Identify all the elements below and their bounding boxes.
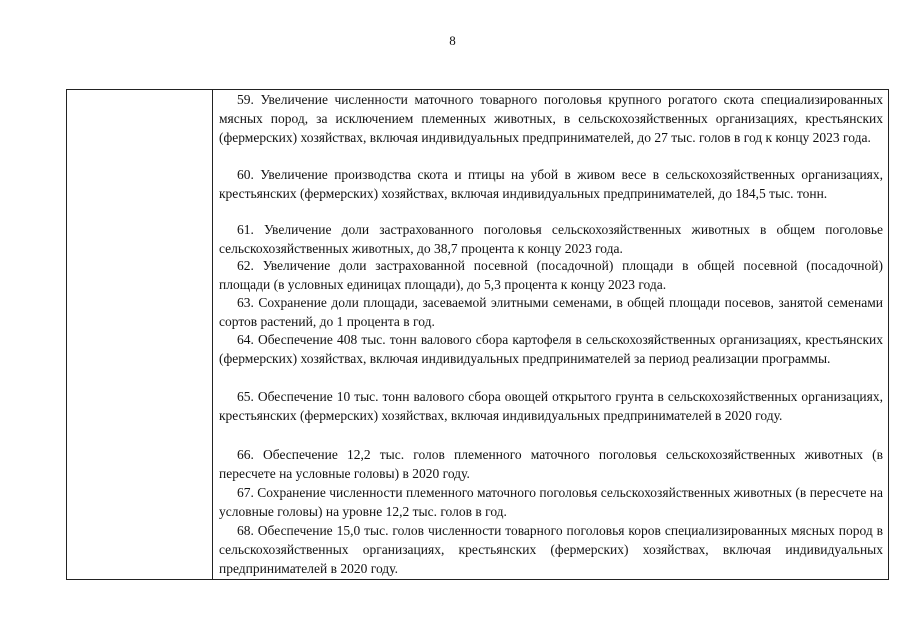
- page-number: 8: [449, 33, 456, 48]
- paragraph-67: 67. Сохранение численности племенного маточного поголовья сельскохозяйственных животных (в пересчете на условные головы) на уровне 12,2 тыс. голов в год.: [219, 485, 883, 519]
- document-table: [66, 89, 889, 580]
- paragraph-59: 59. Увеличение численности маточного товарного поголовья крупного рогатого скота специализированных мясных пород, за исключением племенных животных, в сельскохозяйственных организациях, крестьянских (фермерских) хозяйствах, включая индивидуальных предпринимателей, до 27 тыс. голов в год к концу 2023 года.: [219, 92, 883, 145]
- paragraph-66: 66. Обеспечение 12,2 тыс. голов племенного маточного поголовья сельскохозяйственных животных (в пересчете на условные головы) в 2020 году.: [219, 447, 883, 481]
- paragraph-68: 68. Обеспечение 15,0 тыс. голов численности товарного поголовья коров специализированных мясных пород в сельскохозяйственных организациях, крестьянских (фермерских) хозяйствах, включая индивидуальных предпринимателей в 2020 году.: [219, 523, 883, 576]
- paragraph-63: 63. Сохранение доли площади, засеваемой элитными семенами, в общей площади посевов, занятой семенами сортов растений, до 1 процента в год.: [219, 295, 883, 329]
- paragraph-62: 62. Увеличение доли застрахованной посевной (посадочной) площади в общей посевной (посадочной) площади (в условных единицах площади), до 5,3 процента к концу 2023 года.: [219, 258, 883, 292]
- paragraph-61: 61. Увеличение доли застрахованного поголовья сельскохозяйственных животных в общем поголовье сельскохозяйственных животных, до 38,7 процента к концу 2023 года.: [219, 222, 883, 256]
- table-left-cell: [67, 90, 213, 579]
- paragraph-65: 65. Обеспечение 10 тыс. тонн валового сбора овощей открытого грунта в сельскохозяйственных организациях, крестьянских (фермерских) хозяйствах, включая индивидуальных предпринимателей в 2020 году.: [219, 389, 883, 423]
- table-right-cell: [213, 90, 888, 579]
- paragraph-64: 64. Обеспечение 408 тыс. тонн валового сбора картофеля в сельскохозяйственных организациях, крестьянских (фермерских) хозяйствах, включая индивидуальных предпринимателей за период реализации программы.: [219, 332, 883, 366]
- paragraph-60: 60. Увеличение производства скота и птицы на убой в живом весе в сельскохозяйственных организациях, крестьянских (фермерских) хозяйствах, включая индивидуальных предпринимателей, до 184,5 тыс. тонн.: [219, 167, 883, 201]
